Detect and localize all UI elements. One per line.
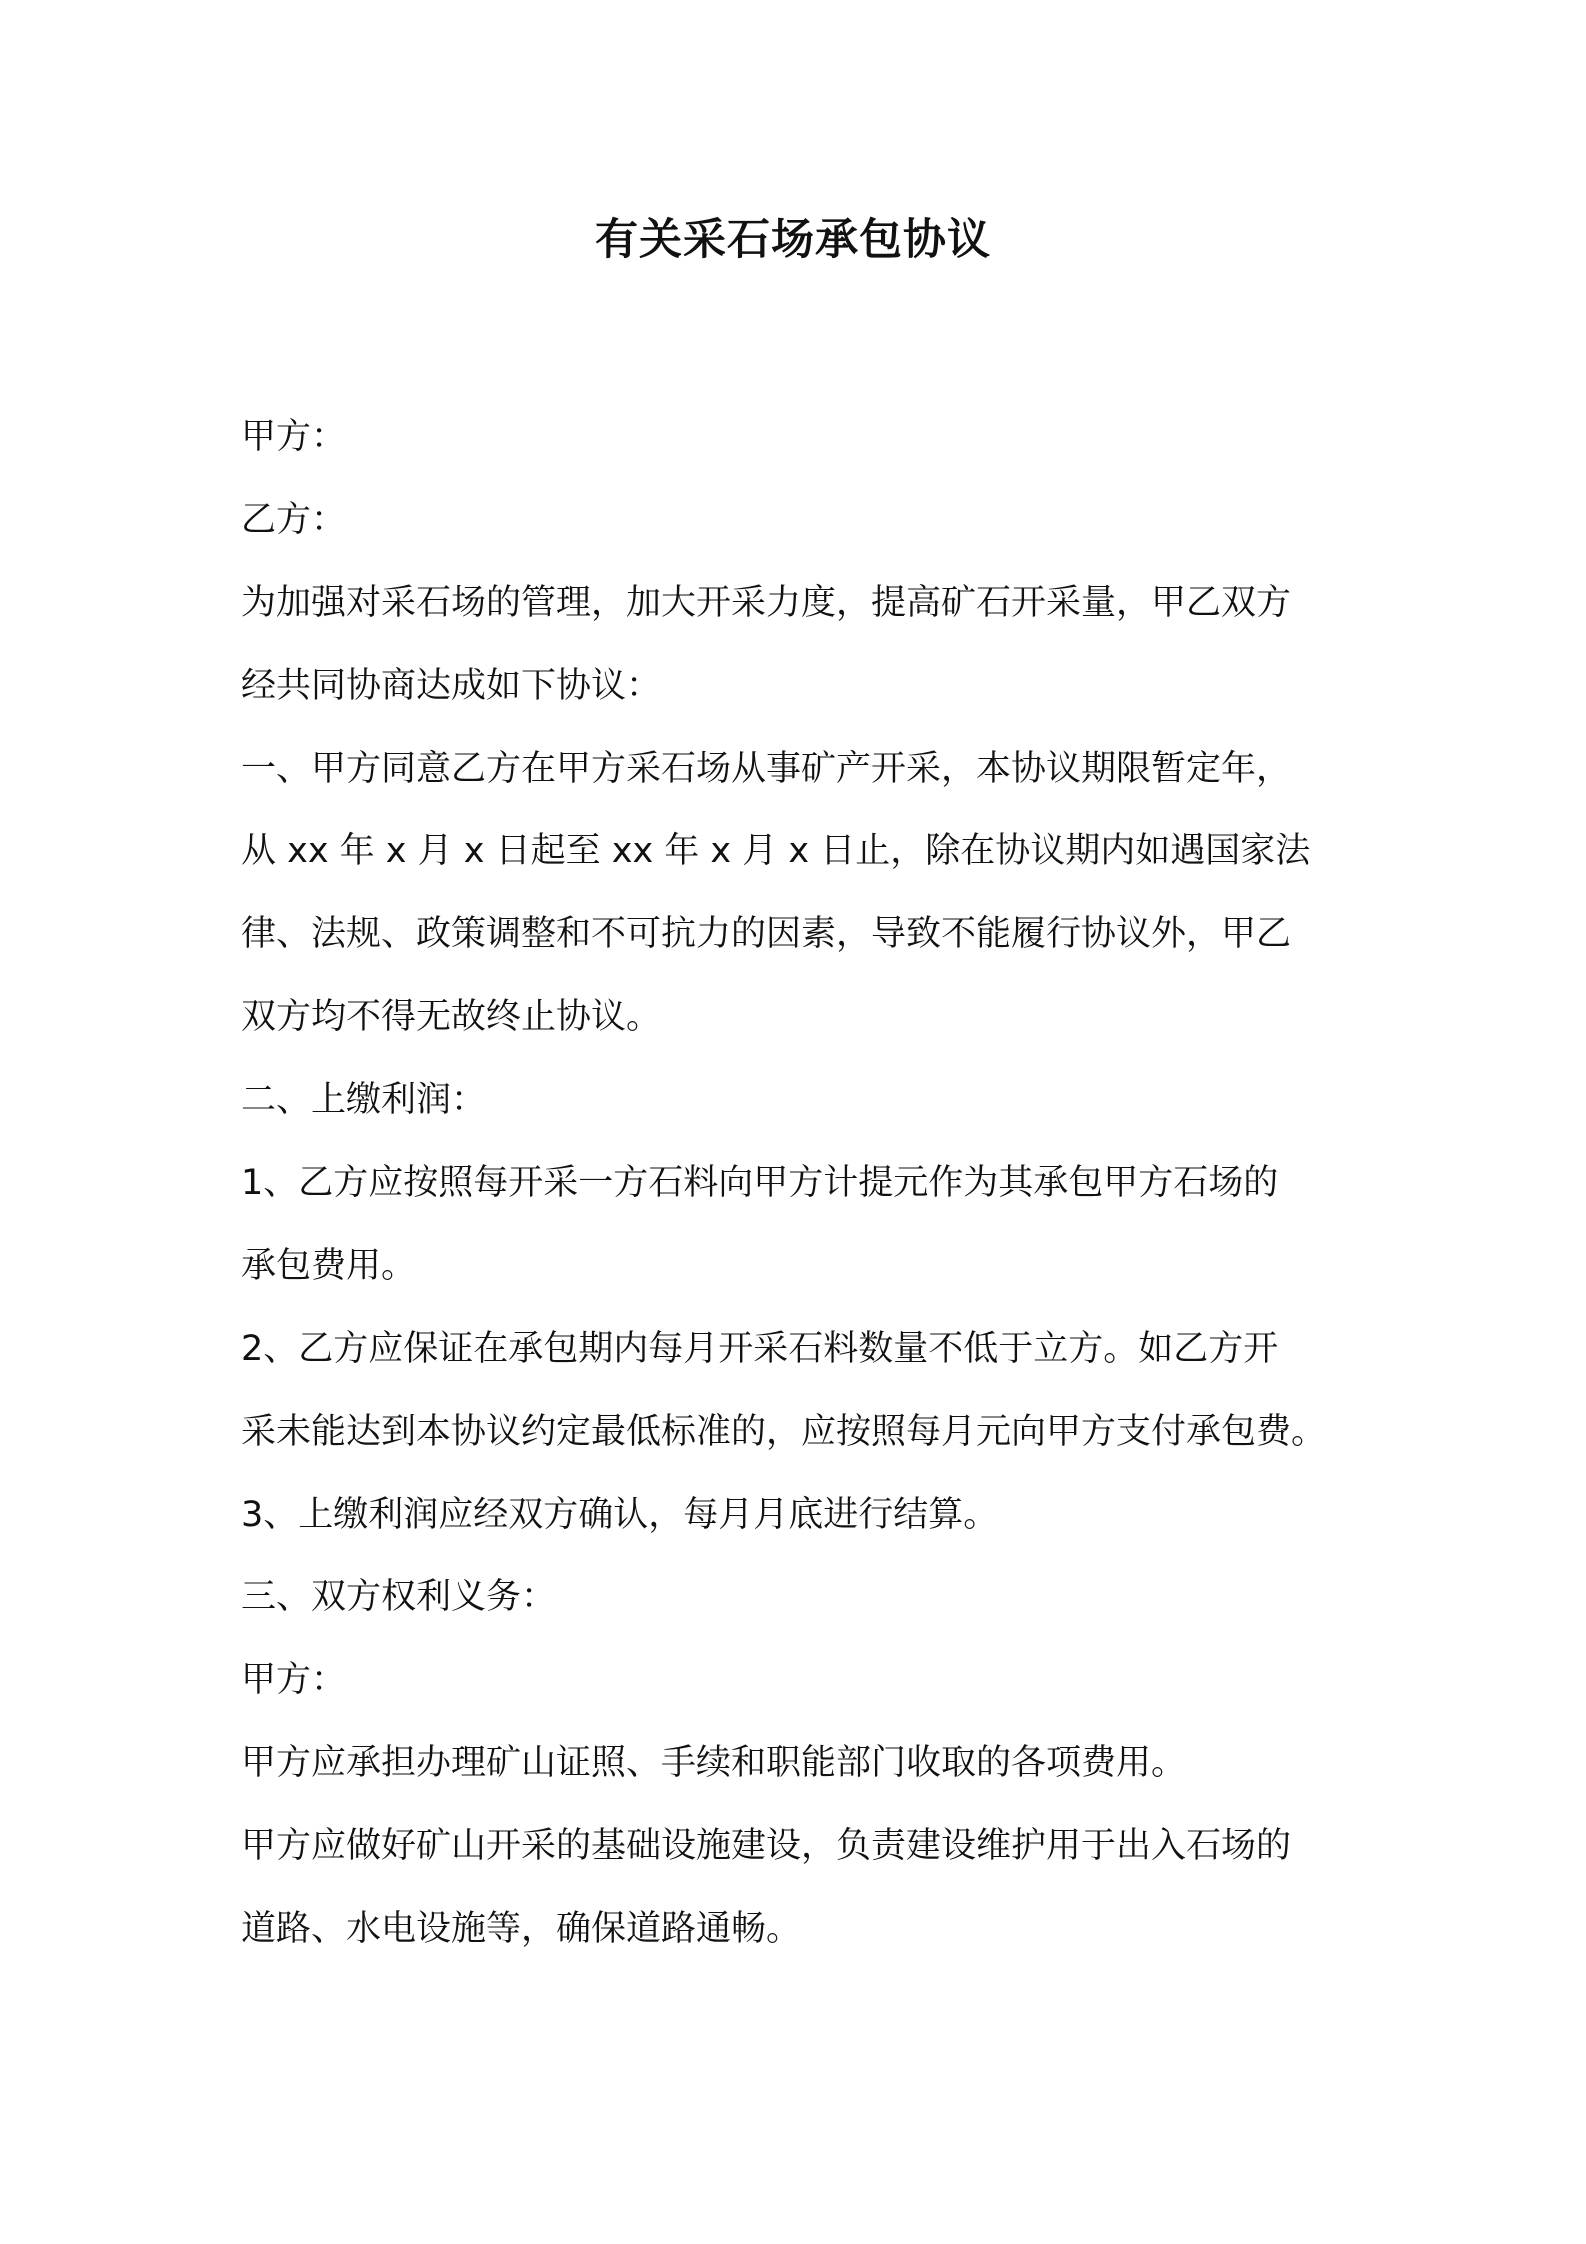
party-a-duty-1: 甲方应承担办理矿山证照、手续和职能部门收取的各项费用。 <box>241 1743 1187 1784</box>
party-a-duty-2-line-1: 甲方应做好矿山开采的基础设施建设，负责建设维护用于出入石场的 <box>241 1826 1292 1867</box>
clause-2-item-3: 3、上缴利润应经双方确认，每月月底进行结算。 <box>241 1494 999 1535</box>
clause-3-heading: 三、双方权利义务： <box>241 1577 557 1618</box>
preamble-line-1: 为加强对采石场的管理，加大开采力度，提高矿石开采量，甲乙双方 <box>241 582 1292 623</box>
clause-2-item-2-line-1: 2、乙方应保证在承包期内每月开采石料数量不低于立方。如乙方开 <box>241 1328 1279 1369</box>
clause-2-item-1-line-2: 承包费用。 <box>241 1245 417 1286</box>
clause-3-party-a-label: 甲方： <box>241 1660 347 1701</box>
clause-2-item-1-line-1: 1、乙方应按照每开采一方石料向甲方计提元作为其承包甲方石场的 <box>241 1163 1279 1204</box>
party-b-label: 乙方： <box>241 499 347 540</box>
clause-2-heading: 二、上缴利润： <box>241 1080 487 1121</box>
preamble-line-2: 经共同协商达成如下协议： <box>241 665 662 706</box>
clause-1-line-3: 律、法规、政策调整和不可抗力的因素，导致不能履行协议外，甲乙 <box>241 914 1292 955</box>
clause-2-item-2-line-2: 采未能达到本协议约定最低标准的，应按照每月元向甲方支付承包费。 <box>241 1411 1327 1452</box>
party-a-label: 甲方： <box>241 417 347 457</box>
party-a-duty-2-line-2: 道路、水电设施等，确保道路通畅。 <box>241 1909 802 1950</box>
clause-1-line-4: 双方均不得无故终止协议。 <box>241 997 662 1038</box>
clause-1-line-1: 一、甲方同意乙方在甲方采石场从事矿产开采，本协议期限暂定年， <box>241 748 1292 789</box>
clause-1-line-2: 从 xx 年 x 月 x 日起至 xx 年 x 月 x 日止，除在协议期内如遇国家法 <box>241 831 1311 872</box>
document-body <box>241 407 1371 1982</box>
document-title: 有关采石场承包协议 <box>595 215 991 265</box>
